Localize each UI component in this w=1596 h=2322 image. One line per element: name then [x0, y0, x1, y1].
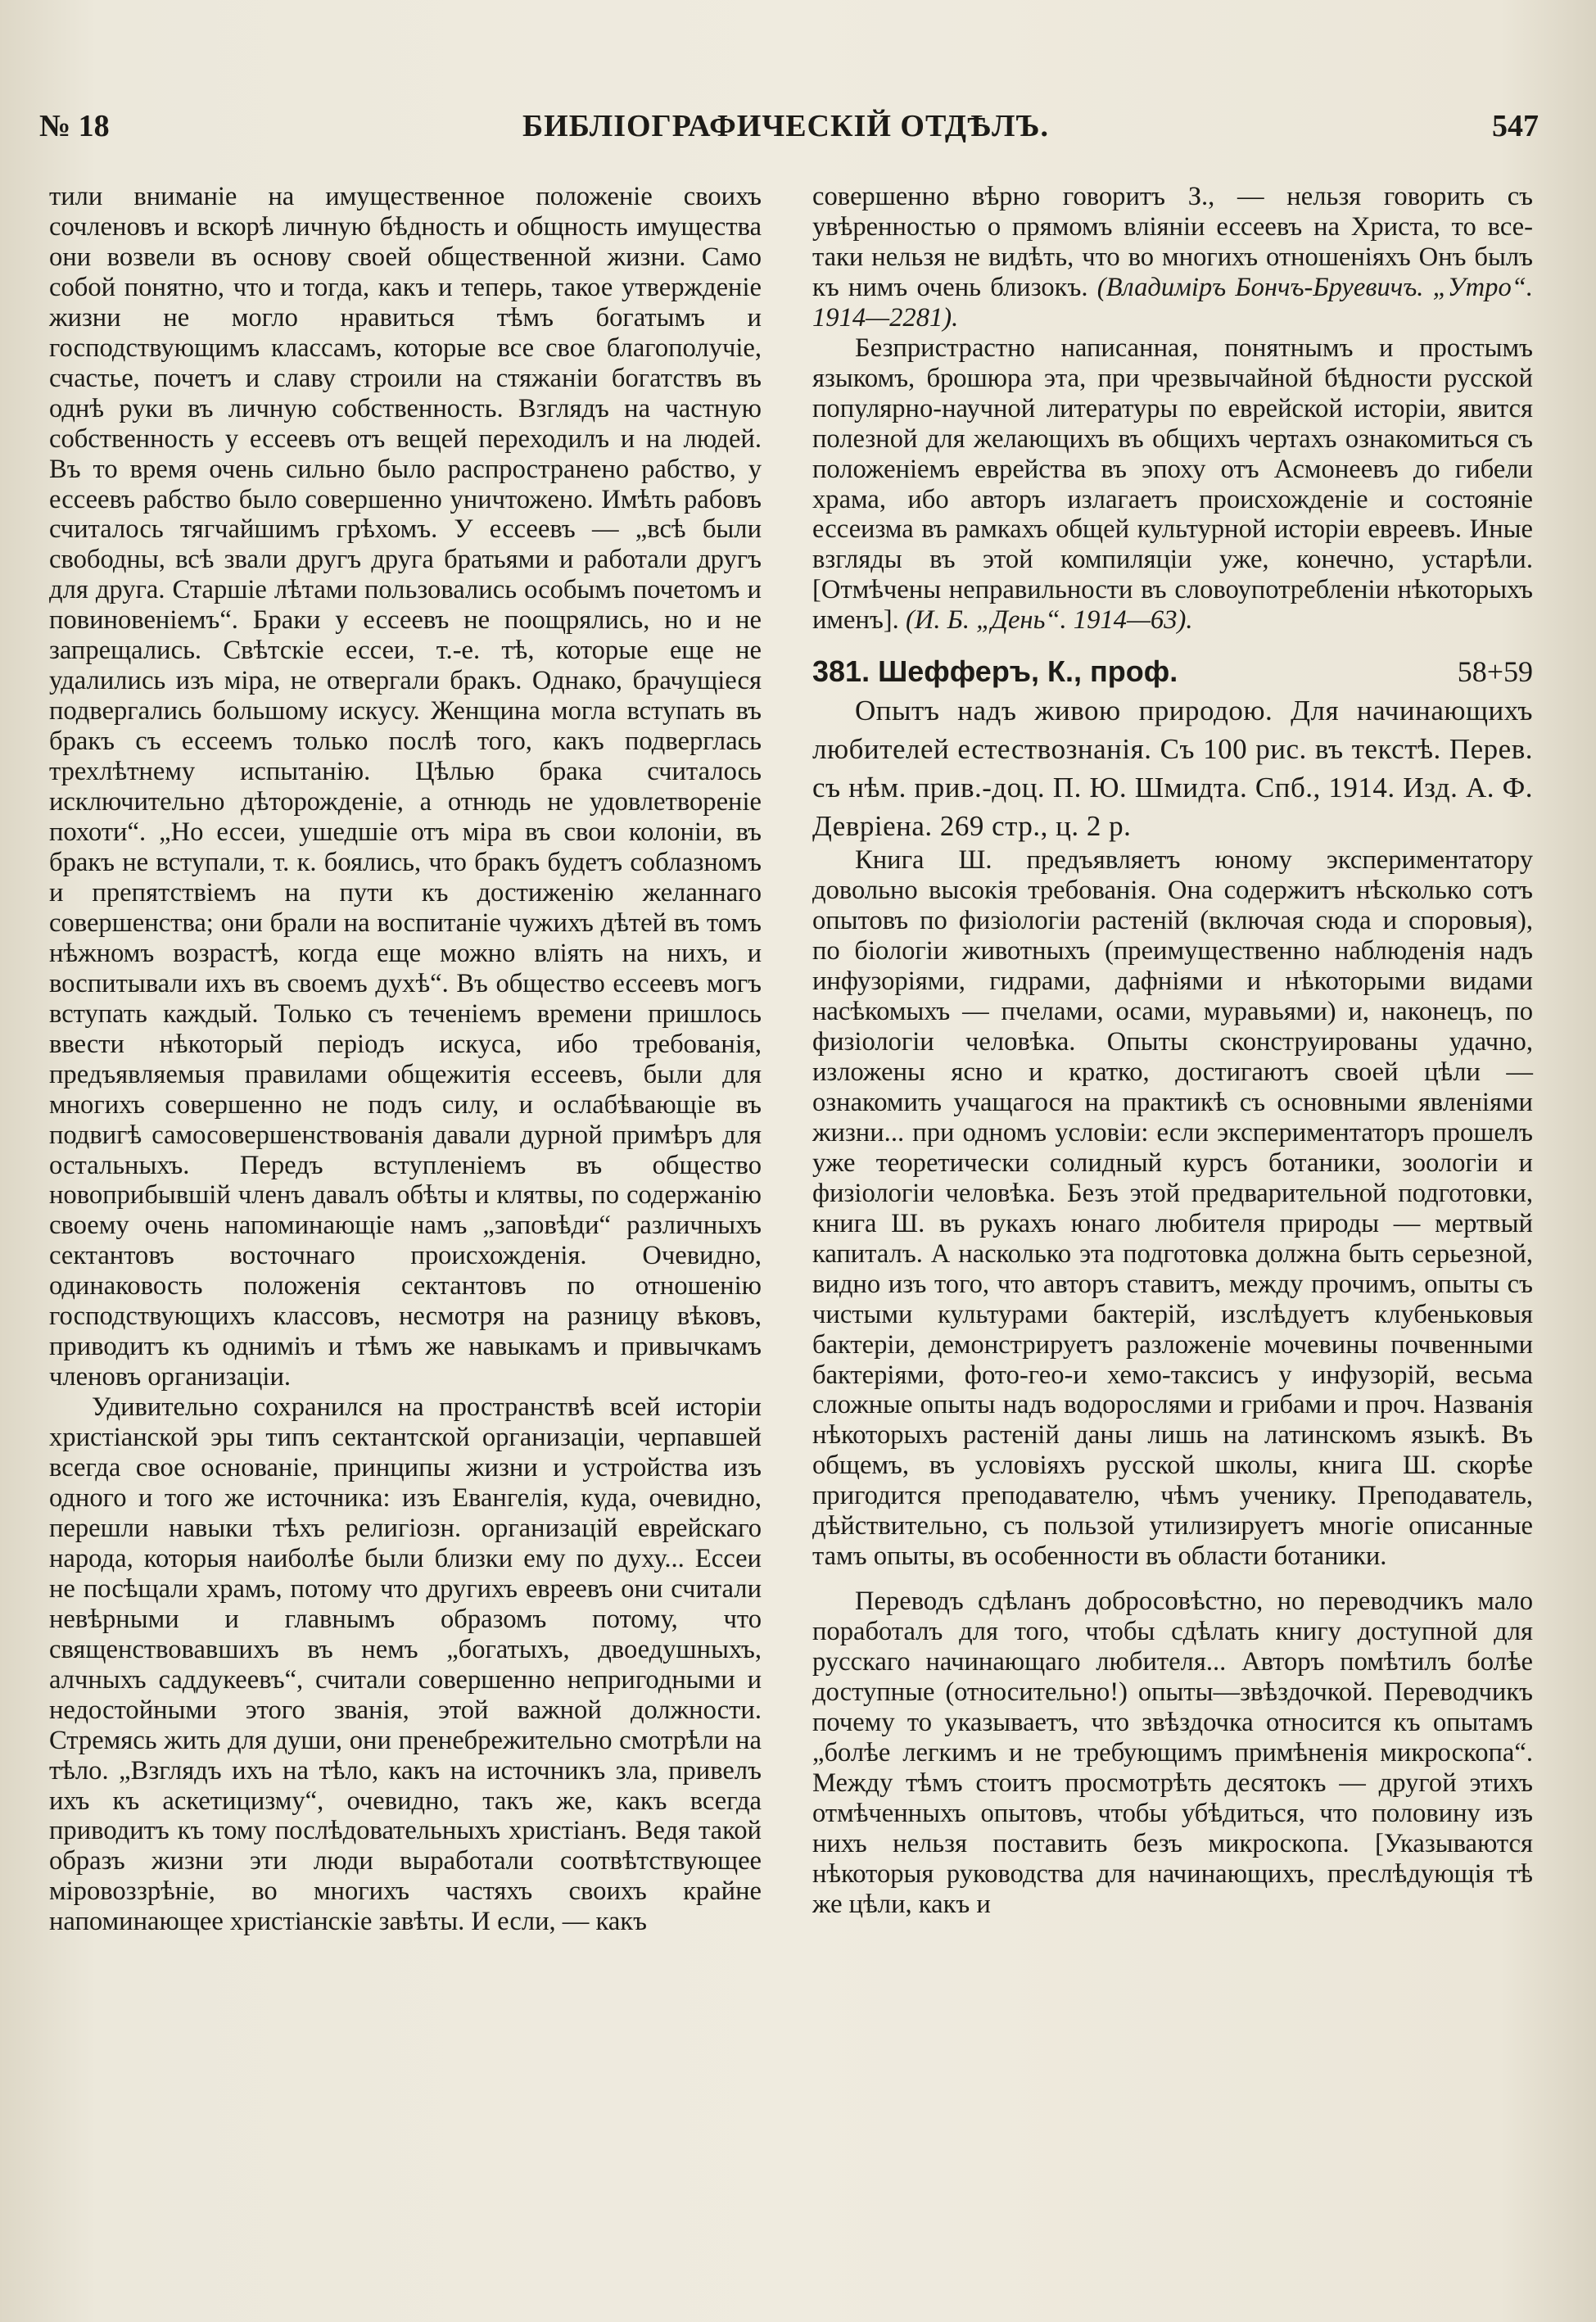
entry-numbers: 58+59: [1457, 655, 1533, 689]
entry-heading: [812, 652, 1533, 691]
entry-title: 381. Шефферъ, К., проф.: [812, 654, 1178, 689]
citation-2: (И. Б. „День“. 1914—63).: [905, 605, 1193, 636]
left-paragraph-1: тили вниманіе на имущественное положеніе своихъ сочленовъ и вскорѣ личную бѣдность и общность имущества они возвели въ основу своей общественной жизни. Само собой понятно, что и тогда, какъ и теперь, такое утвержденіе жизни не могло нравиться тѣмъ богатымъ и господствующимъ классамъ, которые все свое благополучіе, счастье, почетъ и славу строили на стяжаніи богатствъ въ однѣ руки въ личную собственность. Взглядъ на частную собственность у ессеевъ отъ вещей переходилъ и на людей. Въ то время очень сильно было распространено рабство, у ессеевъ рабство было совершенно уничтожено. Имѣть рабовъ считалось тягчайшимъ грѣхомъ. У ессеевъ — „всѣ были свободны, всѣ звали другъ друга братьями и работали другъ для друга. Старшіе лѣтами пользовались особымъ почетомъ и повиновеніемъ“. Браки у ессеевъ не поощрялись, но и не запрещались. Свѣтскіе ессеи, т.-е. тѣ, которые еще не удалились изъ міра, не отвергали бракъ. Однако, брачущіеся подвергались большому искусу. Женщина могла вступать въ бракъ съ ессеемъ только послѣ того, какъ подверглась трехлѣтнему испытанію. Цѣлью брака считалось исключительно дѣторожденіе, а отнюдь не удовлетвореніе похоти“. „Но ессеи, ушедшіе отъ міра въ свои колоніи, въ бракъ не вступали, т. к. боялись, что бракъ будетъ соблазномъ и препятствіемъ на пути къ достиженію желаннаго совершенства; они брали на воспитаніе чужихъ дѣтей въ томъ нѣжномъ возрастѣ, когда еще можно влiять на нихъ, и воспитывали ихъ въ своемъ духѣ“. Въ общество ессеевъ могъ вступать каждый. Только съ теченіемъ времени пришлось ввести нѣкоторый періодъ искуса, ибо требованія, предъявляемыя правилами общежитія ессеевъ, были для многихъ совершенно не подъ силу, и ослабѣвающіе въ подвигѣ самосовершенствованія давали дурной примѣръ для остальныхъ. Передъ вступленіемъ въ общество новоприбывшій членъ давалъ обѣты и клятвы, по содержанію своему очень напоминающіе намъ „заповѣди“ различныхъ сектантовъ восточнаго происхожденія. Очевидно, одинаковость положенія сектантовъ по отношенію господствующихъ классовъ, несмотря на разницу вѣковъ, приводитъ къ одниміъ и тѣмъ же навыкамъ и привычкамъ членовъ организаціи.: [49, 182, 762, 1392]
section-title: БИБЛІОГРАФИЧЕСКІЙ ОТДѢЛЪ.: [522, 109, 1049, 143]
page-number: 547: [1492, 109, 1539, 143]
page-header: [33, 108, 1539, 157]
right-paragraph-1-text: совершенно вѣрно говоритъ З., — нельзя говорить съ увѣренностью о прямомъ вліяніи ессеевъ на Христа, то все-таки нельзя не видѣть, что во многихъ отношеніяхъ Онъ былъ къ нимъ очень близокъ.: [812, 182, 1533, 302]
left-paragraph-2: Удивительно сохранился на пространствѣ всей исторіи христіанской эры типъ сектантской организаціи, черпавшей всегда свое основаніе, принципы жизни и устройства изъ одного и того же источника: изъ Евангелія, куда, очевидно, перешли навыки тѣхъ религіозн. организацій еврейскаго народа, которыя наиболѣе были близки ему по духу... Ессеи не посѣщали храмъ, потому что другихъ евреевъ они считали невѣрными и главнымъ образомъ потому, что священствовавшихъ въ немъ „богатыхъ, двоедушныхъ, алчныхъ саддукеевъ“, считали совершенно непригодными и недостойными этого званія, этой важной должности. Стремясь жить для души, они пренебрежительно смотрѣли на тѣло. „Взглядъ ихъ на тѣло, какъ на источникъ зла, привелъ ихъ къ аскетицизму“, очевидно, такъ же, какъ всегда приводитъ къ тому послѣдовательныхъ христіанъ. Ведя такой образъ жизни эти люди выработали соотвѣтствующее міровоззрѣніе, во многихъ частяхъ своихъ крайне напоминающее христіанскіе завѣты. И если, — какъ: [49, 1392, 762, 1937]
paragraph-gap: [812, 1572, 1533, 1586]
right-paragraph-1: [812, 182, 1533, 333]
right-paragraph-2-text: Безпристрастно написанная, понятнымъ и простымъ языкомъ, брошюра эта, при чрезвычайной бѣдности русской популярно-научной литературы по еврейской исторіи, явится полезной для желающихъ въ общихъ чертахъ ознакомиться съ положеніемъ еврейства въ эпоху отъ Асмонеевъ до гибели храма, ибо авторъ излагаетъ происхожденіе и состояніе ессеизма въ рамкахъ общей культурной исторіи евреевъ. Иные взгляды въ этой компиляціи уже, конечно, устарѣли. [Отмѣчены неправильности въ словоупотребленіи нѣкоторыхъ именъ].: [812, 333, 1533, 636]
right-paragraph-2: [812, 333, 1533, 636]
right-column: [812, 182, 1533, 1920]
left-column: [49, 182, 762, 1937]
right-paragraph-3: Книга Ш. предъявляетъ юному экспериментатору довольно высокія требованія. Она содержитъ нѣсколько сотъ опытовъ по физіологіи растеній (включая сюда и споровыя), по біологіи животныхъ (преимущественно наблюденія надъ инфузоріями, гидрами, дафніями и нѣкоторыми видами насѣкомыхъ — пчелами, осами, муравьями) и, наконецъ, по физіологіи человѣка. Опыты сконструированы удачно, изложены ясно и кратко, достигаютъ своей цѣли — ознакомить учащагося на практикѣ съ основными явленіями жизни... при одномъ условіи: если экспериментаторъ прошелъ уже теоретически солидный курсъ ботаники, зоологіи и физіологіи человѣка. Безъ этой предварительной подготовки, книга Ш. въ рукахъ юнаго любителя природы — мертвый капиталъ. А насколько эта подготовка должна быть серьезной, видно изъ того, что авторъ ставитъ, между прочимъ, опыты съ чистыми культурами бактерій, изслѣдуетъ клубеньковыя бактеріи, демонстрируетъ разложеніе мочевины почвенными бактеріями, фото-гео-и хемо-таксисъ у инфузорій, весьма сложные опыты надъ водорослями и грибами и проч. Названія нѣкоторыхъ растеній даны лишь на латинскомъ языкѣ. Въ общемъ, въ условіяхъ русской школы, книга Ш. скорѣе пригодится преподавателю, чѣмъ ученику. Преподаватель, дѣйствительно, съ пользой утилизируетъ многіе описанные тамъ опыты, въ особенности въ области ботаники.: [812, 845, 1533, 1572]
right-paragraph-4: Переводъ сдѣланъ добросовѣстно, но переводчикъ мало поработалъ для того, чтобы сдѣлать книгу доступной для русскаго начинающаго любителя... Авторъ помѣтилъ болѣе доступные (относительно!) опыты—звѣздочкой. Переводчикъ почему то указываетъ, что звѣздочка относится къ опытамъ „болѣе легкимъ и не требующимъ примѣненія микроскопа“. Между тѣмъ стоитъ просмотрѣть десятокъ — другой этихъ отмѣченныхъ опытовъ, чтобы убѣдиться, что половину изъ нихъ нельзя поставить безъ микроскопа. [Указываются нѣкоторыя руководства для начинающихъ, преслѣдующія тѣ же цѣли, какъ и: [812, 1586, 1533, 1919]
issue-number: № 18: [39, 109, 110, 143]
citation-1: (Владимiръ Бончъ-Бруевичъ. „Утро“. 1914—2281).: [812, 272, 1534, 333]
entry-description: Опытъ надъ живою природою. Для начинающихъ любителей естествознанія. Съ 100 рис. въ текстѣ. Перев. съ нѣм. прив.-доц. П. Ю. Шмидта. Спб., 1914. Изд. А. Ф. Девріена. 269 стр., ц. 2 р.: [812, 695, 1533, 843]
